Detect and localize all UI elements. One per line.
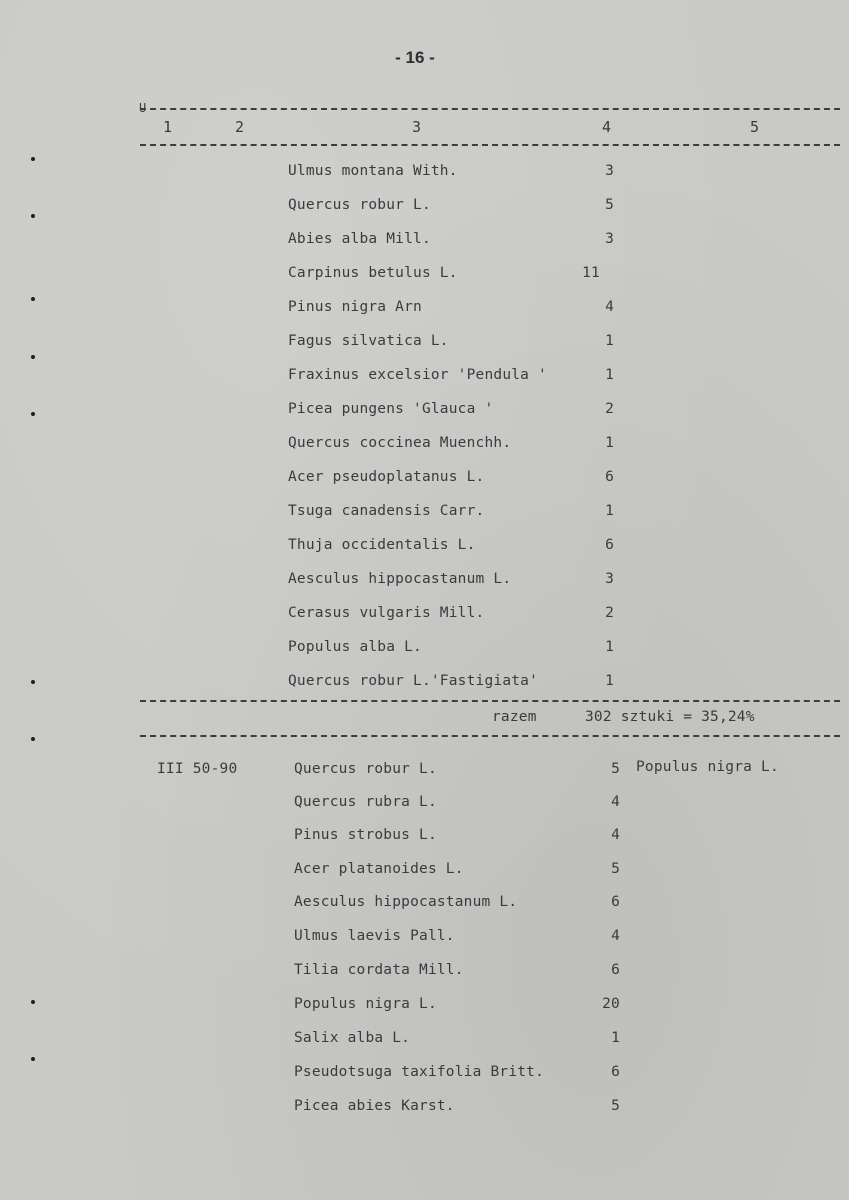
species-name: Aesculus hippocastanum L. xyxy=(288,571,512,587)
species-name: Populus alba L. xyxy=(288,639,422,655)
rule-mark: U xyxy=(139,101,147,115)
species-name: Acer platanoides L. xyxy=(294,861,464,877)
column-header-4: 4 xyxy=(602,118,612,136)
species-name: Aesculus hippocastanum L. xyxy=(294,894,518,910)
column-header-2: 2 xyxy=(235,118,245,136)
species-count: 4 xyxy=(605,299,614,315)
margin-mark xyxy=(31,1057,35,1061)
column-header-3: 3 xyxy=(412,118,422,136)
species-name: Pinus nigra Arn xyxy=(288,299,422,315)
species-count: 11 xyxy=(582,265,600,281)
species-count: 1 xyxy=(605,673,614,689)
species-name: Salix alba L. xyxy=(294,1030,411,1046)
margin-mark xyxy=(31,157,35,161)
table-top-rule xyxy=(140,108,840,110)
species-count: 5 xyxy=(611,861,620,877)
column-header-5: 5 xyxy=(750,118,760,136)
margin-mark xyxy=(31,1000,35,1004)
margin-mark xyxy=(31,355,35,359)
species-name: Quercus robur L. xyxy=(294,761,437,777)
table-header-rule xyxy=(140,144,840,146)
species-name: Quercus robur L.'Fastigiata' xyxy=(288,673,539,689)
species-name: Quercus robur L. xyxy=(288,197,431,213)
species-count: 5 xyxy=(611,761,620,777)
species-count: 1 xyxy=(605,333,614,349)
species-count: 3 xyxy=(605,163,614,179)
species-count: 1 xyxy=(605,503,614,519)
species-count: 1 xyxy=(611,1030,620,1046)
species-name: Ulmus montana With. xyxy=(288,163,458,179)
total-bottom-rule xyxy=(140,735,840,737)
species-count: 5 xyxy=(605,197,614,213)
species-count: 1 xyxy=(605,639,614,655)
species-name: Carpinus betulus L. xyxy=(288,265,458,281)
species-count: 4 xyxy=(611,794,620,810)
species-name: Acer pseudoplatanus L. xyxy=(288,469,485,485)
species-name: Quercus rubra L. xyxy=(294,794,437,810)
species-name: Ulmus laevis Pall. xyxy=(294,928,455,944)
age-class-label: III 50-90 xyxy=(157,761,238,777)
species-count: 6 xyxy=(611,1064,620,1080)
species-count: 5 xyxy=(611,1098,620,1114)
species-count: 1 xyxy=(605,367,614,383)
margin-mark xyxy=(31,680,35,684)
species-name: Tsuga canadensis Carr. xyxy=(288,503,485,519)
total-value: 302 sztuki = 35,24% xyxy=(585,709,755,725)
species-count: 6 xyxy=(611,894,620,910)
species-count: 4 xyxy=(611,928,620,944)
margin-mark xyxy=(31,297,35,301)
species-count: 2 xyxy=(605,401,614,417)
species-count: 6 xyxy=(605,537,614,553)
species-name: Quercus coccinea Muenchh. xyxy=(288,435,512,451)
species-count: 6 xyxy=(605,469,614,485)
species-name: Abies alba Mill. xyxy=(288,231,431,247)
page-number: - 16 - xyxy=(395,48,435,67)
margin-mark xyxy=(31,737,35,741)
species-name: Tilia cordata Mill. xyxy=(294,962,464,978)
species-name: Fraxinus excelsior 'Pendula ' xyxy=(288,367,547,383)
species-count: 2 xyxy=(605,605,614,621)
species-name: Pseudotsuga taxifolia Britt. xyxy=(294,1064,545,1080)
species-name: Pinus strobus L. xyxy=(294,827,437,843)
species-count: 6 xyxy=(611,962,620,978)
species-count: 4 xyxy=(611,827,620,843)
margin-mark xyxy=(31,412,35,416)
species-name: Fagus silvatica L. xyxy=(288,333,449,349)
species-name: Picea pungens 'Glauca ' xyxy=(288,401,494,417)
species-name: Cerasus vulgaris Mill. xyxy=(288,605,485,621)
species-count: 3 xyxy=(605,571,614,587)
section-note: Populus nigra L. xyxy=(636,759,779,775)
column-header-1: 1 xyxy=(163,118,173,136)
total-top-rule xyxy=(140,700,840,702)
species-name: Thuja occidentalis L. xyxy=(288,537,476,553)
species-count: 3 xyxy=(605,231,614,247)
species-name: Picea abies Karst. xyxy=(294,1098,455,1114)
species-count: 20 xyxy=(602,996,620,1012)
species-count: 1 xyxy=(605,435,614,451)
margin-mark xyxy=(31,214,35,218)
species-name: Populus nigra L. xyxy=(294,996,437,1012)
total-label: razem xyxy=(492,709,537,725)
